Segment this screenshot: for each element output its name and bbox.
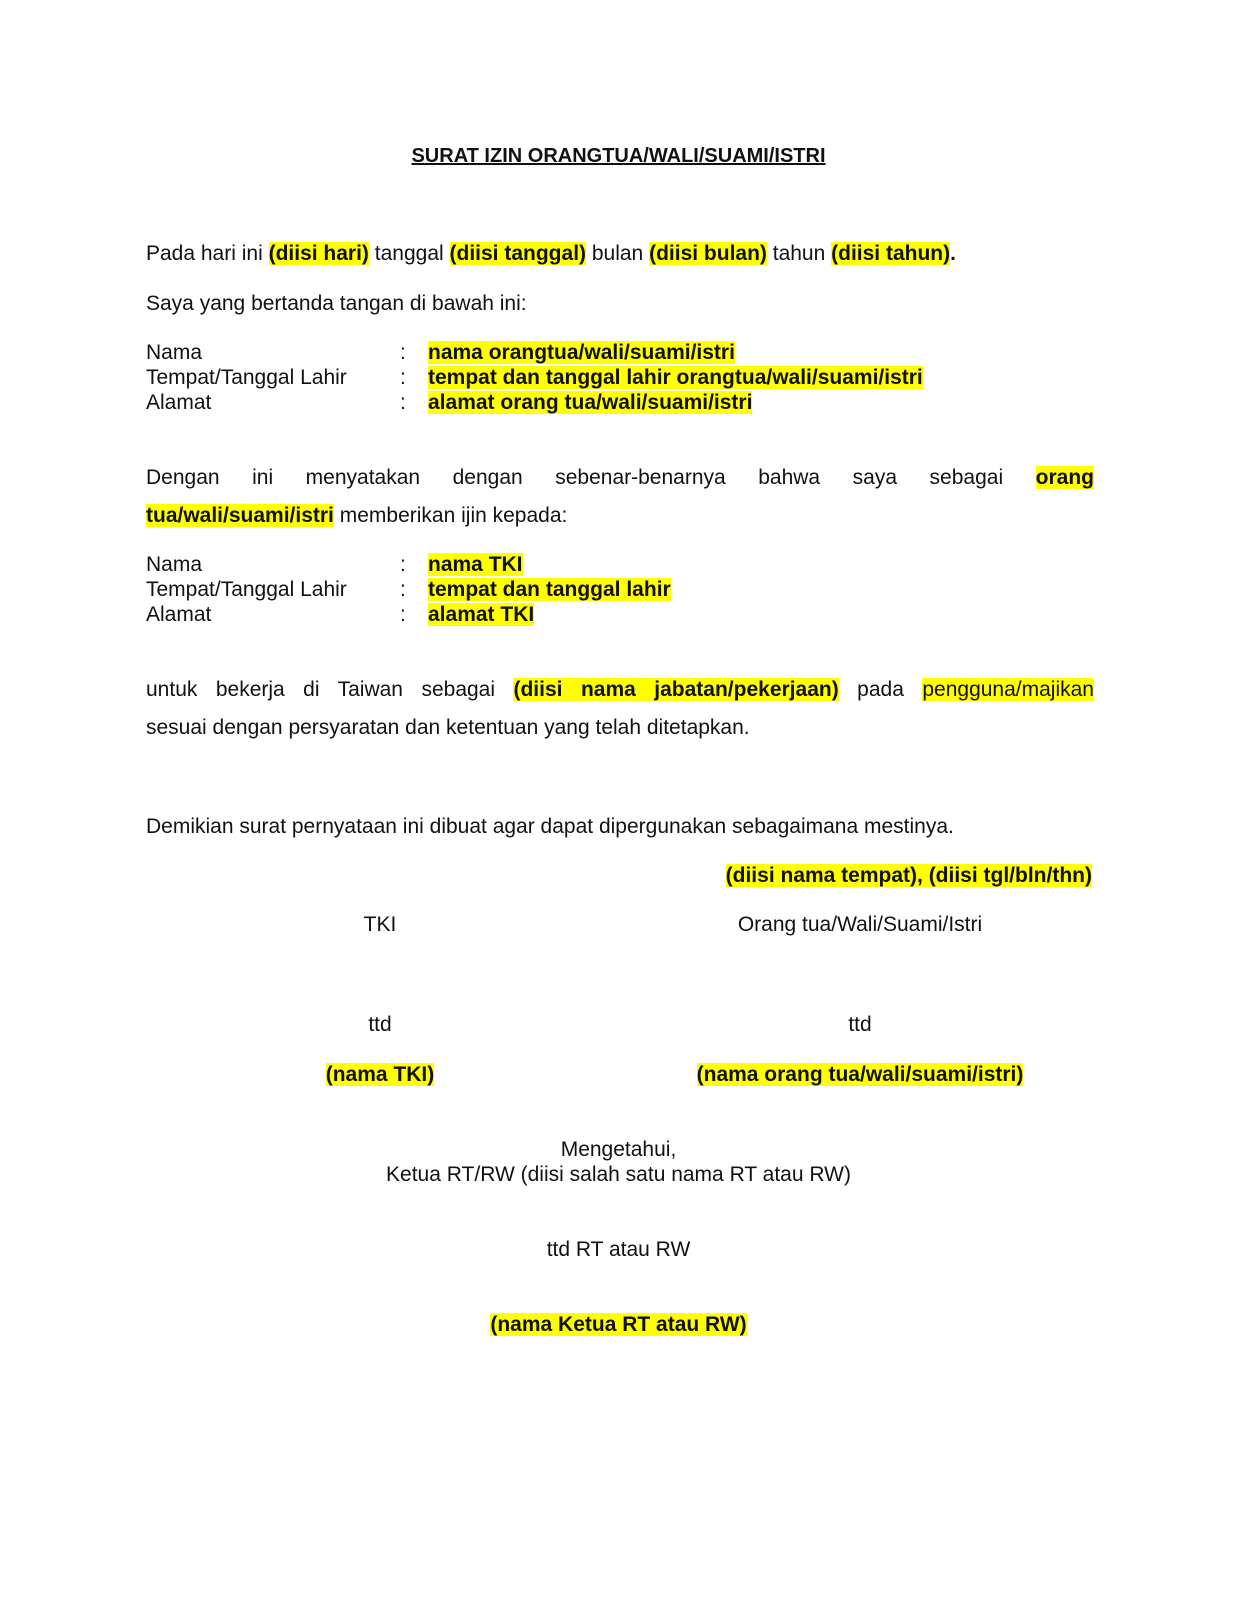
opening-text-3: bulan <box>586 242 650 265</box>
parent-birth-colon: : <box>400 366 406 389</box>
statement-field-1: orang <box>1035 466 1094 489</box>
tki-name-colon: : <box>400 553 406 576</box>
tki-address-value: alamat TKI <box>428 603 535 626</box>
acknowledged-label: Mengetahui, <box>560 1138 677 1161</box>
statement-field-2: tua/wali/suami/istri <box>146 504 334 527</box>
statement-line-2 <box>146 504 567 528</box>
parent-birth-value: tempat dan tanggal lahir orangtua/wali/suami/istri <box>428 366 923 389</box>
field-day: (diisi hari) <box>268 242 369 265</box>
field-date: (diisi tanggal) <box>449 242 587 265</box>
parent-address-value: alamat orang tua/wali/suami/istri <box>428 391 753 414</box>
opening-text-4: tahun <box>766 242 832 265</box>
signature-left-role: TKI <box>363 913 397 936</box>
acknowledged-role: Ketua RT/RW (diisi salah satu nama RT atau RW) <box>386 1163 851 1186</box>
parent-name-value: nama orangtua/wali/suami/istri <box>428 341 735 364</box>
acknowledged-name: (nama Ketua RT atau RW) <box>490 1313 747 1336</box>
opening-text-1: Pada hari ini <box>146 242 269 265</box>
opening-line <box>146 242 956 266</box>
parent-name-colon: : <box>400 341 406 364</box>
statement-text-1: Dengan ini menyatakan dengan sebenar-benarnya bahwa saya sebagai <box>146 466 1036 489</box>
parent-address-label: Alamat <box>146 391 212 414</box>
tki-birth-colon: : <box>400 578 406 601</box>
document-title: SURAT IZIN ORANGTUA/WALI/SUAMI/ISTRI <box>411 145 826 167</box>
parent-name-label: Nama <box>146 341 203 364</box>
signature-right-ttd: ttd <box>848 1013 872 1036</box>
signature-left-ttd: ttd <box>368 1013 392 1036</box>
signature-right-name: (nama orang tua/wali/suami/istri) <box>696 1063 1024 1086</box>
closing-line: Demikian surat pernyataan ini dibuat agar dapat dipergunakan sebagaimana mestinya. <box>146 815 954 838</box>
tki-address-label: Alamat <box>146 603 212 626</box>
place-date-field: (diisi nama tempat), (diisi tgl/bln/thn) <box>725 864 1092 887</box>
tki-name-value: nama TKI <box>428 553 523 576</box>
undersigned-line: Saya yang bertanda tangan di bawah ini: <box>146 292 527 315</box>
signature-right-role: Orang tua/Wali/Suami/Istri <box>737 913 983 936</box>
statement-text-2: memberikan ijin kepada: <box>333 504 568 527</box>
statement-line-1 <box>146 466 1094 490</box>
work-text-1: untuk bekerja di Taiwan sebagai <box>146 678 514 701</box>
work-text-2: pada <box>838 678 923 701</box>
parent-address-colon: : <box>400 391 406 414</box>
tki-birth-label: Tempat/Tanggal Lahir <box>146 578 347 601</box>
opening-text-2: tanggal <box>368 242 450 265</box>
work-field-position: (diisi nama jabatan/pekerjaan) <box>513 678 839 701</box>
signature-left-name: (nama TKI) <box>325 1063 435 1086</box>
acknowledged-ttd: ttd RT atau RW <box>546 1238 691 1261</box>
tki-address-colon: : <box>400 603 406 626</box>
tki-name-label: Nama <box>146 553 203 576</box>
field-month: (diisi bulan) <box>649 242 767 265</box>
parent-birth-label: Tempat/Tanggal Lahir <box>146 366 347 389</box>
place-date-line <box>726 864 1092 888</box>
work-line-2: sesuai dengan persyaratan dan ketentuan yang telah ditetapkan. <box>146 716 750 739</box>
field-year: (diisi tahun) <box>831 242 951 265</box>
work-field-employer: pengguna/majikan <box>922 678 1094 701</box>
opening-text-5: . <box>950 242 956 265</box>
tki-birth-value: tempat dan tanggal lahir <box>428 578 671 601</box>
work-line-1 <box>146 678 1094 702</box>
